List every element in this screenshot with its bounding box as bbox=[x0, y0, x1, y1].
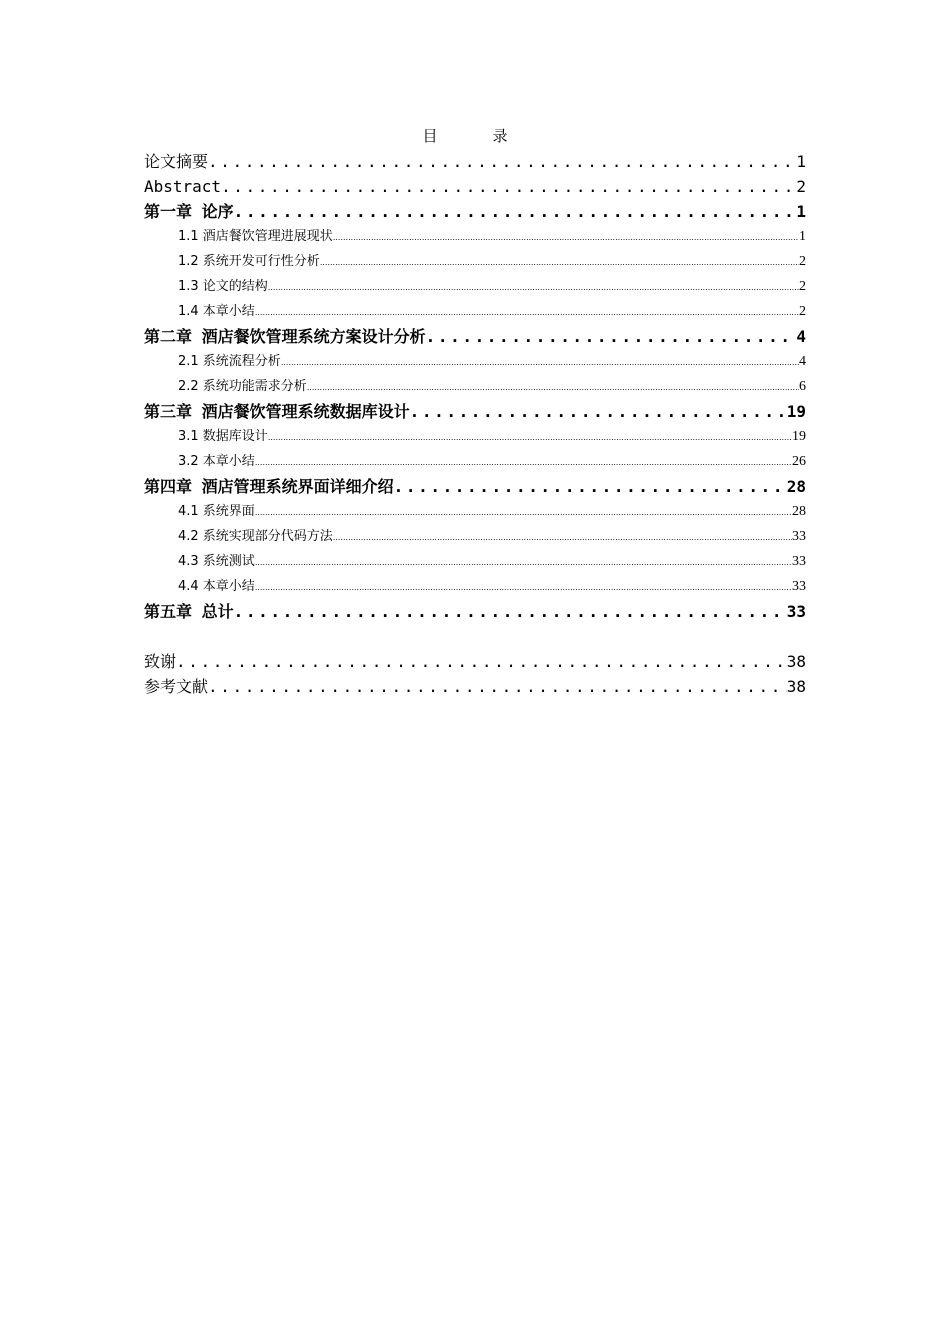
toc-entry-chapter[interactable] bbox=[144, 324, 806, 349]
toc-entry-page-number: 1 bbox=[796, 202, 806, 221]
toc-entry-chapter[interactable] bbox=[144, 174, 806, 199]
toc-dot-leader bbox=[208, 149, 796, 174]
toc-dot-leader bbox=[255, 500, 792, 525]
toc-entry-label: 1.1 酒店餐饮管理进展现状 bbox=[178, 229, 333, 244]
toc-entry-label: 第二章 酒店餐饮管理系统方案设计分析 bbox=[144, 327, 426, 346]
toc-entry-label: 参考文献 bbox=[144, 677, 209, 696]
toc-entry-label: 1.2 系统开发可行性分析 bbox=[178, 254, 320, 269]
toc-dot-leader bbox=[255, 550, 792, 575]
toc-dot-leader bbox=[221, 174, 796, 199]
toc-entry-page-number: 33 bbox=[792, 579, 806, 594]
toc-entry-page-number: 33 bbox=[792, 529, 806, 544]
toc-entry-label: 4.2 系统实现部分代码方法 bbox=[178, 529, 333, 544]
toc-entry-label: 4.1 系统界面 bbox=[178, 504, 255, 519]
toc-entry-label: 3.2 本章小结 bbox=[178, 454, 255, 469]
toc-title: 目 录 bbox=[422, 127, 528, 145]
toc-dot-leader bbox=[333, 225, 799, 250]
toc-entry-section[interactable] bbox=[144, 549, 806, 574]
toc-entry-label: 致谢 bbox=[144, 652, 177, 671]
toc-entry-section[interactable] bbox=[144, 424, 806, 449]
toc-entry-page-number: 19 bbox=[786, 402, 806, 421]
toc-entry-chapter[interactable] bbox=[144, 674, 806, 699]
toc-entry-page-number: 2 bbox=[799, 254, 806, 269]
toc-entry-chapter[interactable] bbox=[144, 399, 806, 424]
toc-entry-page-number: 38 bbox=[786, 677, 806, 696]
toc-entry-label: 第四章 酒店管理系统界面详细介绍 bbox=[144, 477, 394, 496]
toc-dot-leader bbox=[320, 250, 799, 275]
toc-entry-page-number: 2 bbox=[799, 304, 806, 319]
toc-entry-page-number: 33 bbox=[792, 554, 806, 569]
toc-entry-page-number: 4 bbox=[796, 327, 806, 346]
toc-entry-chapter[interactable] bbox=[144, 599, 806, 624]
toc-entry-label: 1.4 本章小结 bbox=[178, 304, 255, 319]
toc-entry-label: 4.3 系统测试 bbox=[178, 554, 255, 569]
toc-entry-label: 2.1 系统流程分析 bbox=[178, 354, 281, 369]
toc-dot-leader bbox=[255, 450, 792, 475]
toc-dot-leader bbox=[255, 300, 799, 325]
toc-dot-leader bbox=[268, 425, 792, 450]
toc-entry-page-number: 28 bbox=[786, 477, 806, 496]
toc-dot-leader bbox=[234, 199, 797, 224]
toc-entry-page-number: 28 bbox=[792, 504, 806, 519]
toc-dot-leader bbox=[255, 575, 792, 600]
toc-entry-section[interactable] bbox=[144, 249, 806, 274]
toc-dot-leader bbox=[176, 649, 787, 674]
toc-entry-page-number: 19 bbox=[792, 429, 806, 444]
toc-entry-page-number: 6 bbox=[799, 379, 806, 394]
toc-dot-leader bbox=[333, 525, 792, 550]
toc-entry-label: Abstract bbox=[144, 177, 222, 196]
toc-entry-label: 3.1 数据库设计 bbox=[178, 429, 268, 444]
toc-entry-page-number: 2 bbox=[796, 177, 806, 196]
table-of-contents bbox=[144, 149, 806, 699]
toc-dot-leader bbox=[208, 674, 787, 699]
toc-entry-label: 1.3 论文的结构 bbox=[178, 279, 268, 294]
toc-dot-leader bbox=[234, 599, 787, 624]
toc-entry-section[interactable] bbox=[144, 524, 806, 549]
toc-entry-section[interactable] bbox=[144, 574, 806, 599]
toc-entry-chapter[interactable] bbox=[144, 649, 806, 674]
toc-dot-leader bbox=[410, 399, 787, 424]
toc-entry-label: 第一章 论序 bbox=[144, 202, 234, 221]
toc-dot-leader bbox=[394, 474, 787, 499]
toc-entry-label: 第五章 总计 bbox=[144, 602, 234, 621]
toc-entry-chapter[interactable] bbox=[144, 199, 806, 224]
toc-entry-label: 第三章 酒店餐饮管理系统数据库设计 bbox=[144, 402, 410, 421]
toc-spacer bbox=[144, 624, 806, 649]
toc-entry-page-number: 2 bbox=[799, 279, 806, 294]
toc-entry-section[interactable] bbox=[144, 224, 806, 249]
toc-entry-label: 4.4 本章小结 bbox=[178, 579, 255, 594]
toc-entry-section[interactable] bbox=[144, 499, 806, 524]
toc-entry-section[interactable] bbox=[144, 374, 806, 399]
toc-entry-label: 2.2 系统功能需求分析 bbox=[178, 379, 307, 394]
toc-entry-page-number: 1 bbox=[799, 229, 806, 244]
toc-dot-leader bbox=[426, 324, 797, 349]
toc-entry-label: 论文摘要 bbox=[144, 152, 209, 171]
toc-entry-section[interactable] bbox=[144, 349, 806, 374]
toc-entry-page-number: 33 bbox=[786, 602, 806, 621]
toc-dot-leader bbox=[307, 375, 799, 400]
toc-dot-leader bbox=[281, 350, 799, 375]
toc-entry-section[interactable] bbox=[144, 299, 806, 324]
toc-entry-page-number: 1 bbox=[796, 152, 806, 171]
toc-entry-chapter[interactable] bbox=[144, 474, 806, 499]
toc-entry-section[interactable] bbox=[144, 449, 806, 474]
toc-entry-chapter[interactable] bbox=[144, 149, 806, 174]
toc-entry-page-number: 26 bbox=[792, 454, 806, 469]
toc-entry-page-number: 38 bbox=[786, 652, 806, 671]
toc-entry-page-number: 4 bbox=[799, 354, 806, 369]
toc-dot-leader bbox=[268, 275, 799, 300]
toc-entry-section[interactable] bbox=[144, 274, 806, 299]
